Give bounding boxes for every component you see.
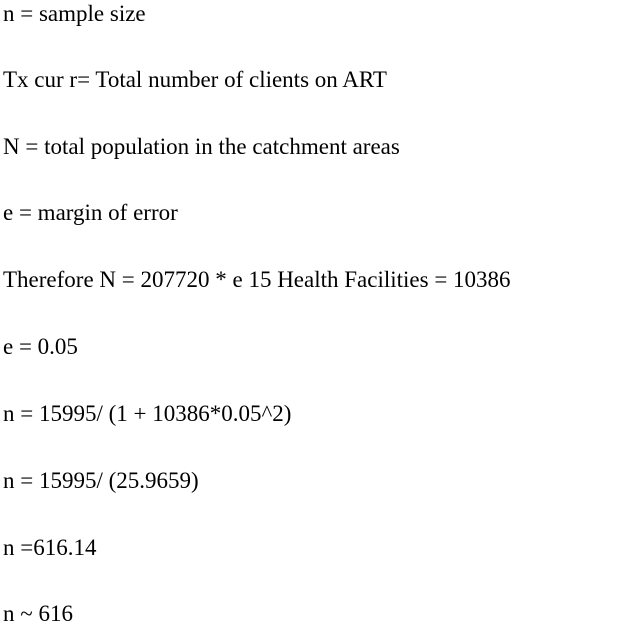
population-calculation: Therefore N = 207720 * e 15 Health Facilities = 10386: [3, 267, 511, 292]
definition-sample-size: n = sample size: [3, 1, 146, 26]
margin-of-error-value: e = 0.05: [3, 334, 78, 359]
rounded-sample-size: n ~ 616: [3, 601, 73, 626]
definition-tx-curr: Tx cur r= Total number of clients on ART: [3, 67, 387, 92]
formula-step-2: n = 15995/ (25.9659): [3, 468, 199, 493]
formula-step-1: n = 15995/ (1 + 10386*0.05^2): [3, 401, 292, 426]
formula-result: n =616.14: [3, 535, 97, 560]
definition-total-population: N = total population in the catchment areas: [3, 134, 400, 159]
definition-margin-of-error: e = margin of error: [3, 200, 178, 225]
